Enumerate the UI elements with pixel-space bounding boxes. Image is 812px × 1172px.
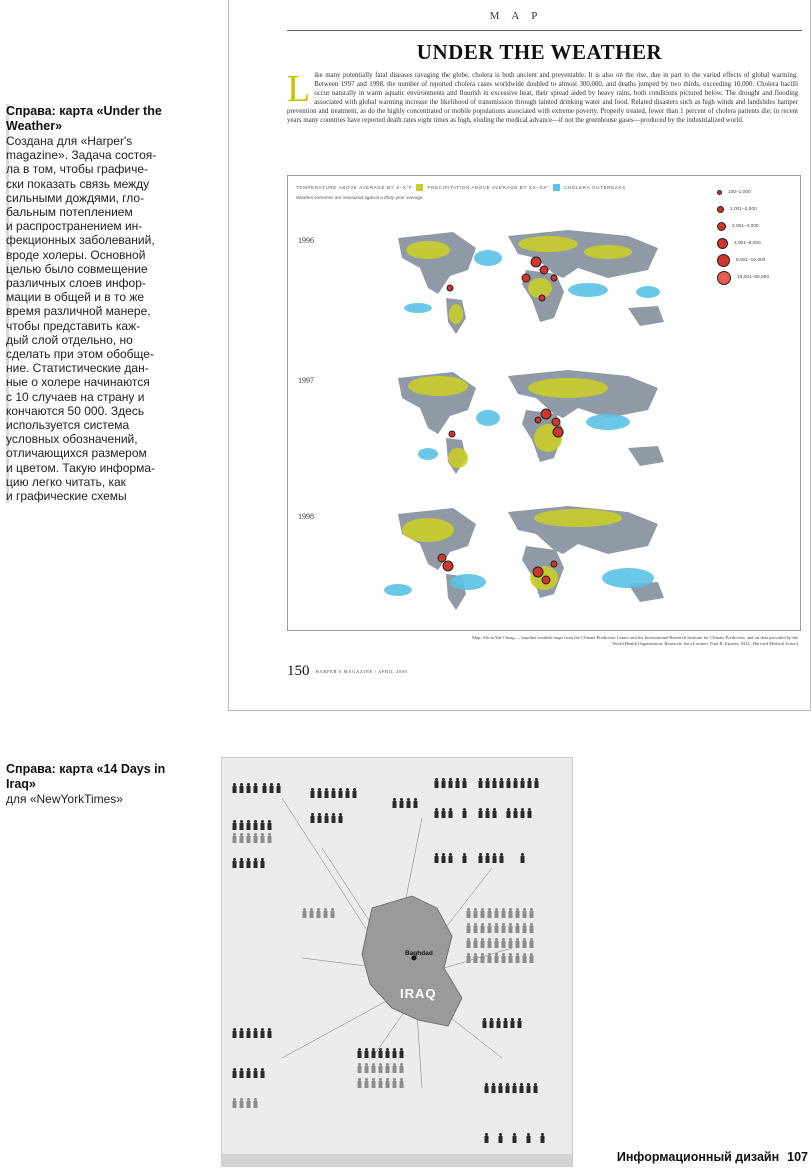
world-map-1996: [358, 218, 698, 336]
map-credit: Map: Alicia Yin Cheng—, baseline weather maps from the Climate Prediction Center and the International Research Institute for Climate Prediction, and on data provided by the World Health Organization. Research: Sara Lorimer, Paul R. Epstein, M.D., Harvard Medical School: [471, 635, 798, 646]
headline: UNDER THE WEATHER: [416, 40, 663, 64]
size-dot-icon: [717, 254, 730, 267]
figure-group-left: [233, 833, 335, 918]
year-label: 1997: [298, 376, 314, 385]
weather-map-panel: [287, 175, 801, 631]
legend-precipitation: PRECIPITATION ABOVE AVERAGE BY XX–XX": [427, 185, 549, 190]
section-label: MAP: [489, 10, 550, 22]
drop-cap: L: [287, 68, 311, 110]
caption-body: Создана для «Harper's magazine». Задача состоя- ла в том, чтобы графиче- ски показать связь между сильными дождями, гло- бальным потеплением и распространением ин- фекционных заболеваний, вроде холеры. Основной целью было совмещение различных слоев инфор- мации в общей и в то же время различной манере, чтобы представить каж- дый слой отдельно, но сделать при этом обобще- ние. Статистические дан- ные о холере начинаются с 10 случаев на страну и кончаются 50 000. Здесь используется система условных обозначений, отличающихся размером и цветом. Такую информа- цию легко читать, как и графические схемы: [6, 134, 184, 503]
map-legend: [296, 184, 626, 191]
size-dot-icon: [717, 190, 722, 195]
caption-14-days-in-iraq: [6, 762, 184, 806]
folio-magazine: HARPER'S MAGAZINE / APRIL 2000: [315, 669, 408, 674]
page-footer: [617, 1150, 808, 1164]
legend-temperature: TEMPERATURE ABOVE AVERAGE BY X–X°F: [296, 185, 413, 190]
article-body: ike many potentially fatal diseases ravaging the globe, cholera is both ancient and preventable. It is also on the rise, due in part to the varied effects of global warming. Between 1997 and 1998, the number of reported cholera cases worldwide doubled to almost 300,000, and deaths jumped by two thirds, exceeding 10,000. Cholera bacilli occur naturally in warm aquatic environments and flourish in excessive heat, their spread aided by heavy rains, both conditions pictured below. The drought and flooding associated with global warming increase the likelihood of transmission through tainted drinking water and food. Related disasters such as high winds and landslides hamper prevention and treatment, as do the highly concentrated or mobile populations associated with extreme poverty. Properly treated, fewer than 1 percent of cholera patients die; in recent years many countries have reported death rates eight times as high, eluding the medical advance—if not the greenhouse gases—produced by the industrialized world.: [287, 72, 798, 124]
page-number: 107: [787, 1150, 808, 1164]
figure-group-bottom-light: [233, 1063, 404, 1108]
caption-under-the-weather: [6, 104, 184, 503]
figure-group-right-light: [467, 908, 534, 963]
world-map-1998: [358, 494, 698, 612]
figure-group-top-left: [233, 783, 281, 868]
harpers-page: [228, 0, 811, 711]
iraq-poster-graphic: [222, 758, 572, 1166]
outbreak-size-key: [717, 184, 792, 286]
footer-section: Информационный дизайн: [616, 1150, 780, 1164]
size-key-row: 16,001–50,000: [717, 269, 792, 286]
size-key-row: 100–1,000: [717, 184, 792, 201]
figure-group-corner: [485, 1133, 545, 1143]
legend-note: Weather extremes are measured against a thirty-year average.: [296, 195, 424, 200]
world-map-1997: [358, 358, 698, 476]
size-key-row: 4,001–8,000: [717, 235, 792, 252]
caption-title: Справа: карта «14 Days in Iraq»: [6, 762, 166, 791]
size-dot-icon: [717, 206, 724, 213]
article-text: [287, 68, 798, 125]
iraq-country-shape: [362, 896, 462, 1026]
iraq-poster: [221, 757, 573, 1167]
size-dot-icon: [717, 222, 726, 231]
country-label: IRAQ: [400, 986, 437, 1001]
legend-outbreaks: CHOLERA OUTBREAKS: [563, 185, 626, 190]
size-dot-icon: [717, 238, 728, 249]
figure-group-bottom: [233, 1018, 538, 1093]
size-key-row: 1,001–2,000: [717, 201, 792, 218]
size-dot-icon: [717, 271, 731, 285]
figure-group-center-top: [311, 788, 418, 823]
year-label: 1996: [298, 236, 314, 245]
size-key-row: 2,001–4,000: [717, 218, 792, 235]
poster-legend-bar: [222, 1154, 572, 1166]
folio: [287, 663, 407, 680]
header-rule: [287, 30, 802, 31]
caption-title: Справа: карта «Under the Weather»: [6, 104, 184, 134]
temperature-swatch: [416, 184, 423, 191]
size-key-row: 8,001–16,000: [717, 252, 792, 269]
figure-group-right: [435, 778, 539, 863]
caption-body: для «NewYorkTimes»: [6, 792, 123, 806]
folio-number: 150: [287, 663, 310, 679]
year-label: 1998: [298, 512, 314, 521]
precipitation-swatch: [553, 184, 560, 191]
city-label-baghdad: Baghdad: [405, 950, 433, 957]
